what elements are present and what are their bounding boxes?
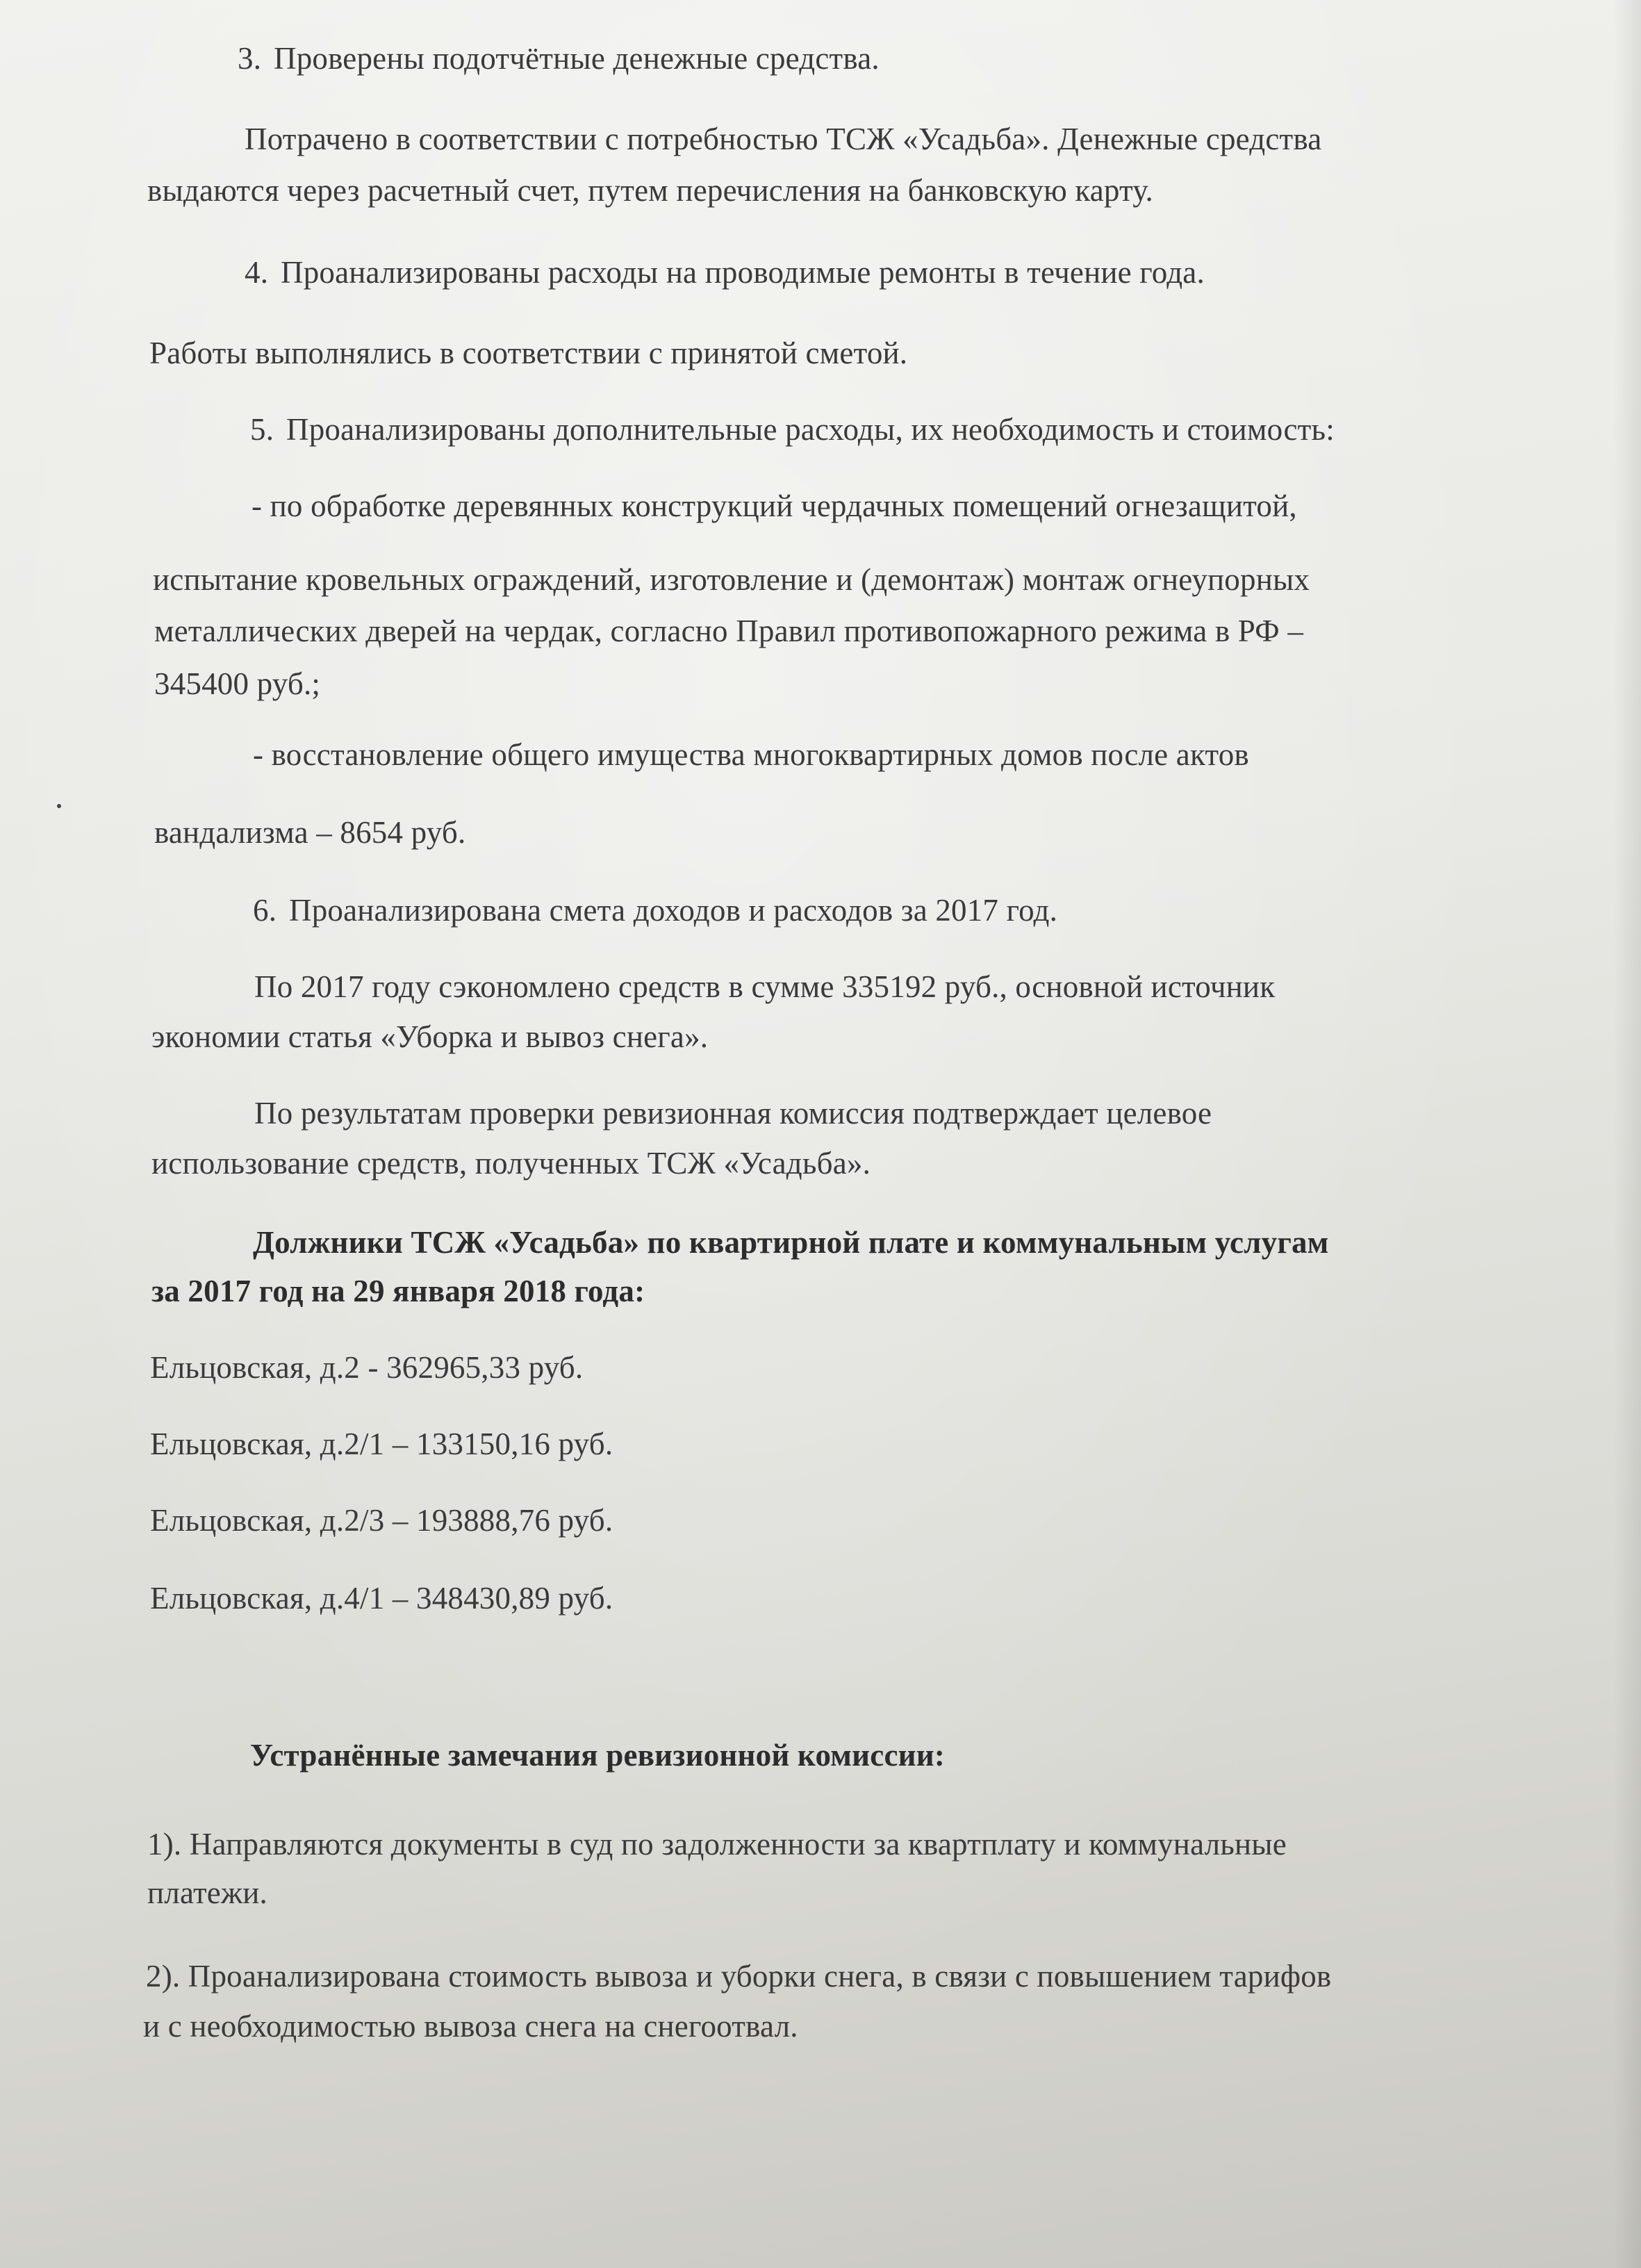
paragraph-line: По результатам проверки ревизионная комиссия подтверждает целевое <box>254 1096 1212 1131</box>
paragraph-line: 345400 руб.; <box>154 666 321 701</box>
item-5-heading <box>250 410 1335 449</box>
debtor-item: Ельцовская, д.4/1 – 348430,89 руб. <box>150 1581 613 1616</box>
paragraph-line: платежи. <box>147 1875 268 1910</box>
paragraph-line: 1). Направляются документы в суд по задолженности за квартплату и коммунальные <box>147 1827 1287 1862</box>
page-edge-shadow <box>1613 0 1641 2268</box>
paragraph-line: испытание кровельных ограждений, изготовление и (демонтаж) монтаж огнеупорных <box>153 562 1310 597</box>
paragraph-line: и с необходимостью вывоза снега на снегоотвал. <box>143 2009 798 2044</box>
paragraph-line: По 2017 году сэкономлено средств в сумме 335192 руб., основной источник <box>254 969 1276 1004</box>
debtor-item: Ельцовская, д.2 - 362965,33 руб. <box>150 1350 584 1385</box>
paragraph-line: - восстановление общего имущества многоквартирных домов после актов <box>253 737 1249 772</box>
paragraph-line: Работы выполнялись в соответствии с принятой сметой. <box>149 336 908 370</box>
paragraph-line: металлических дверей на чердак, согласно Правил противопожарного режима в РФ – <box>154 614 1304 648</box>
item-6-title: Проанализирована смета доходов и расходов за 2017 год. <box>289 893 1058 928</box>
paragraph-line: экономии статья «Уборка и вывоз снега». <box>151 1019 709 1054</box>
item-3-title: Проверены подотчётные денежные средства. <box>274 41 880 76</box>
item-5-number: 5. <box>250 412 274 447</box>
item-4-number: 4. <box>245 255 269 290</box>
item-3-heading <box>238 39 880 78</box>
paragraph-line: 2). Проанализирована стоимость вывоза и уборки снега, в связи с повышением тарифов <box>146 1959 1332 1994</box>
paragraph-line: выдаются через расчетный счет, путем перечисления на банковскую карту. <box>147 173 1153 208</box>
paragraph-line: Потрачено в соответствии с потребностью ТСЖ «Усадьба». Денежные средства <box>245 122 1322 156</box>
debtor-item: Ельцовская, д.2/1 – 133150,16 руб. <box>150 1427 613 1461</box>
remarks-heading: Устранённые замечания ревизионной комиссии: <box>250 1738 946 1773</box>
item-4-title: Проанализированы расходы на проводимые ремонты в течение года. <box>281 255 1205 290</box>
debtor-item: Ельцовская, д.2/3 – 193888,76 руб. <box>150 1503 613 1538</box>
item-4-heading <box>245 253 1205 292</box>
item-3-number: 3. <box>238 41 262 76</box>
ink-dot <box>57 804 61 808</box>
item-6-heading <box>253 891 1057 930</box>
item-6-number: 6. <box>253 893 277 928</box>
paragraph-line: вандализма – 8654 руб. <box>154 815 466 850</box>
paragraph-line: использование средств, полученных ТСЖ «Усадьба». <box>151 1146 871 1181</box>
paragraph-line: - по обработке деревянных конструкций чердачных помещений огнезащитой, <box>251 488 1297 523</box>
debtors-heading-line: Должники ТСЖ «Усадьба» по квартирной плате и коммунальным услугам <box>253 1225 1329 1260</box>
debtors-heading-line: за 2017 год на 29 января 2018 года: <box>151 1274 645 1308</box>
item-5-title: Проанализированы дополнительные расходы, их необходимость и стоимость: <box>286 412 1335 447</box>
